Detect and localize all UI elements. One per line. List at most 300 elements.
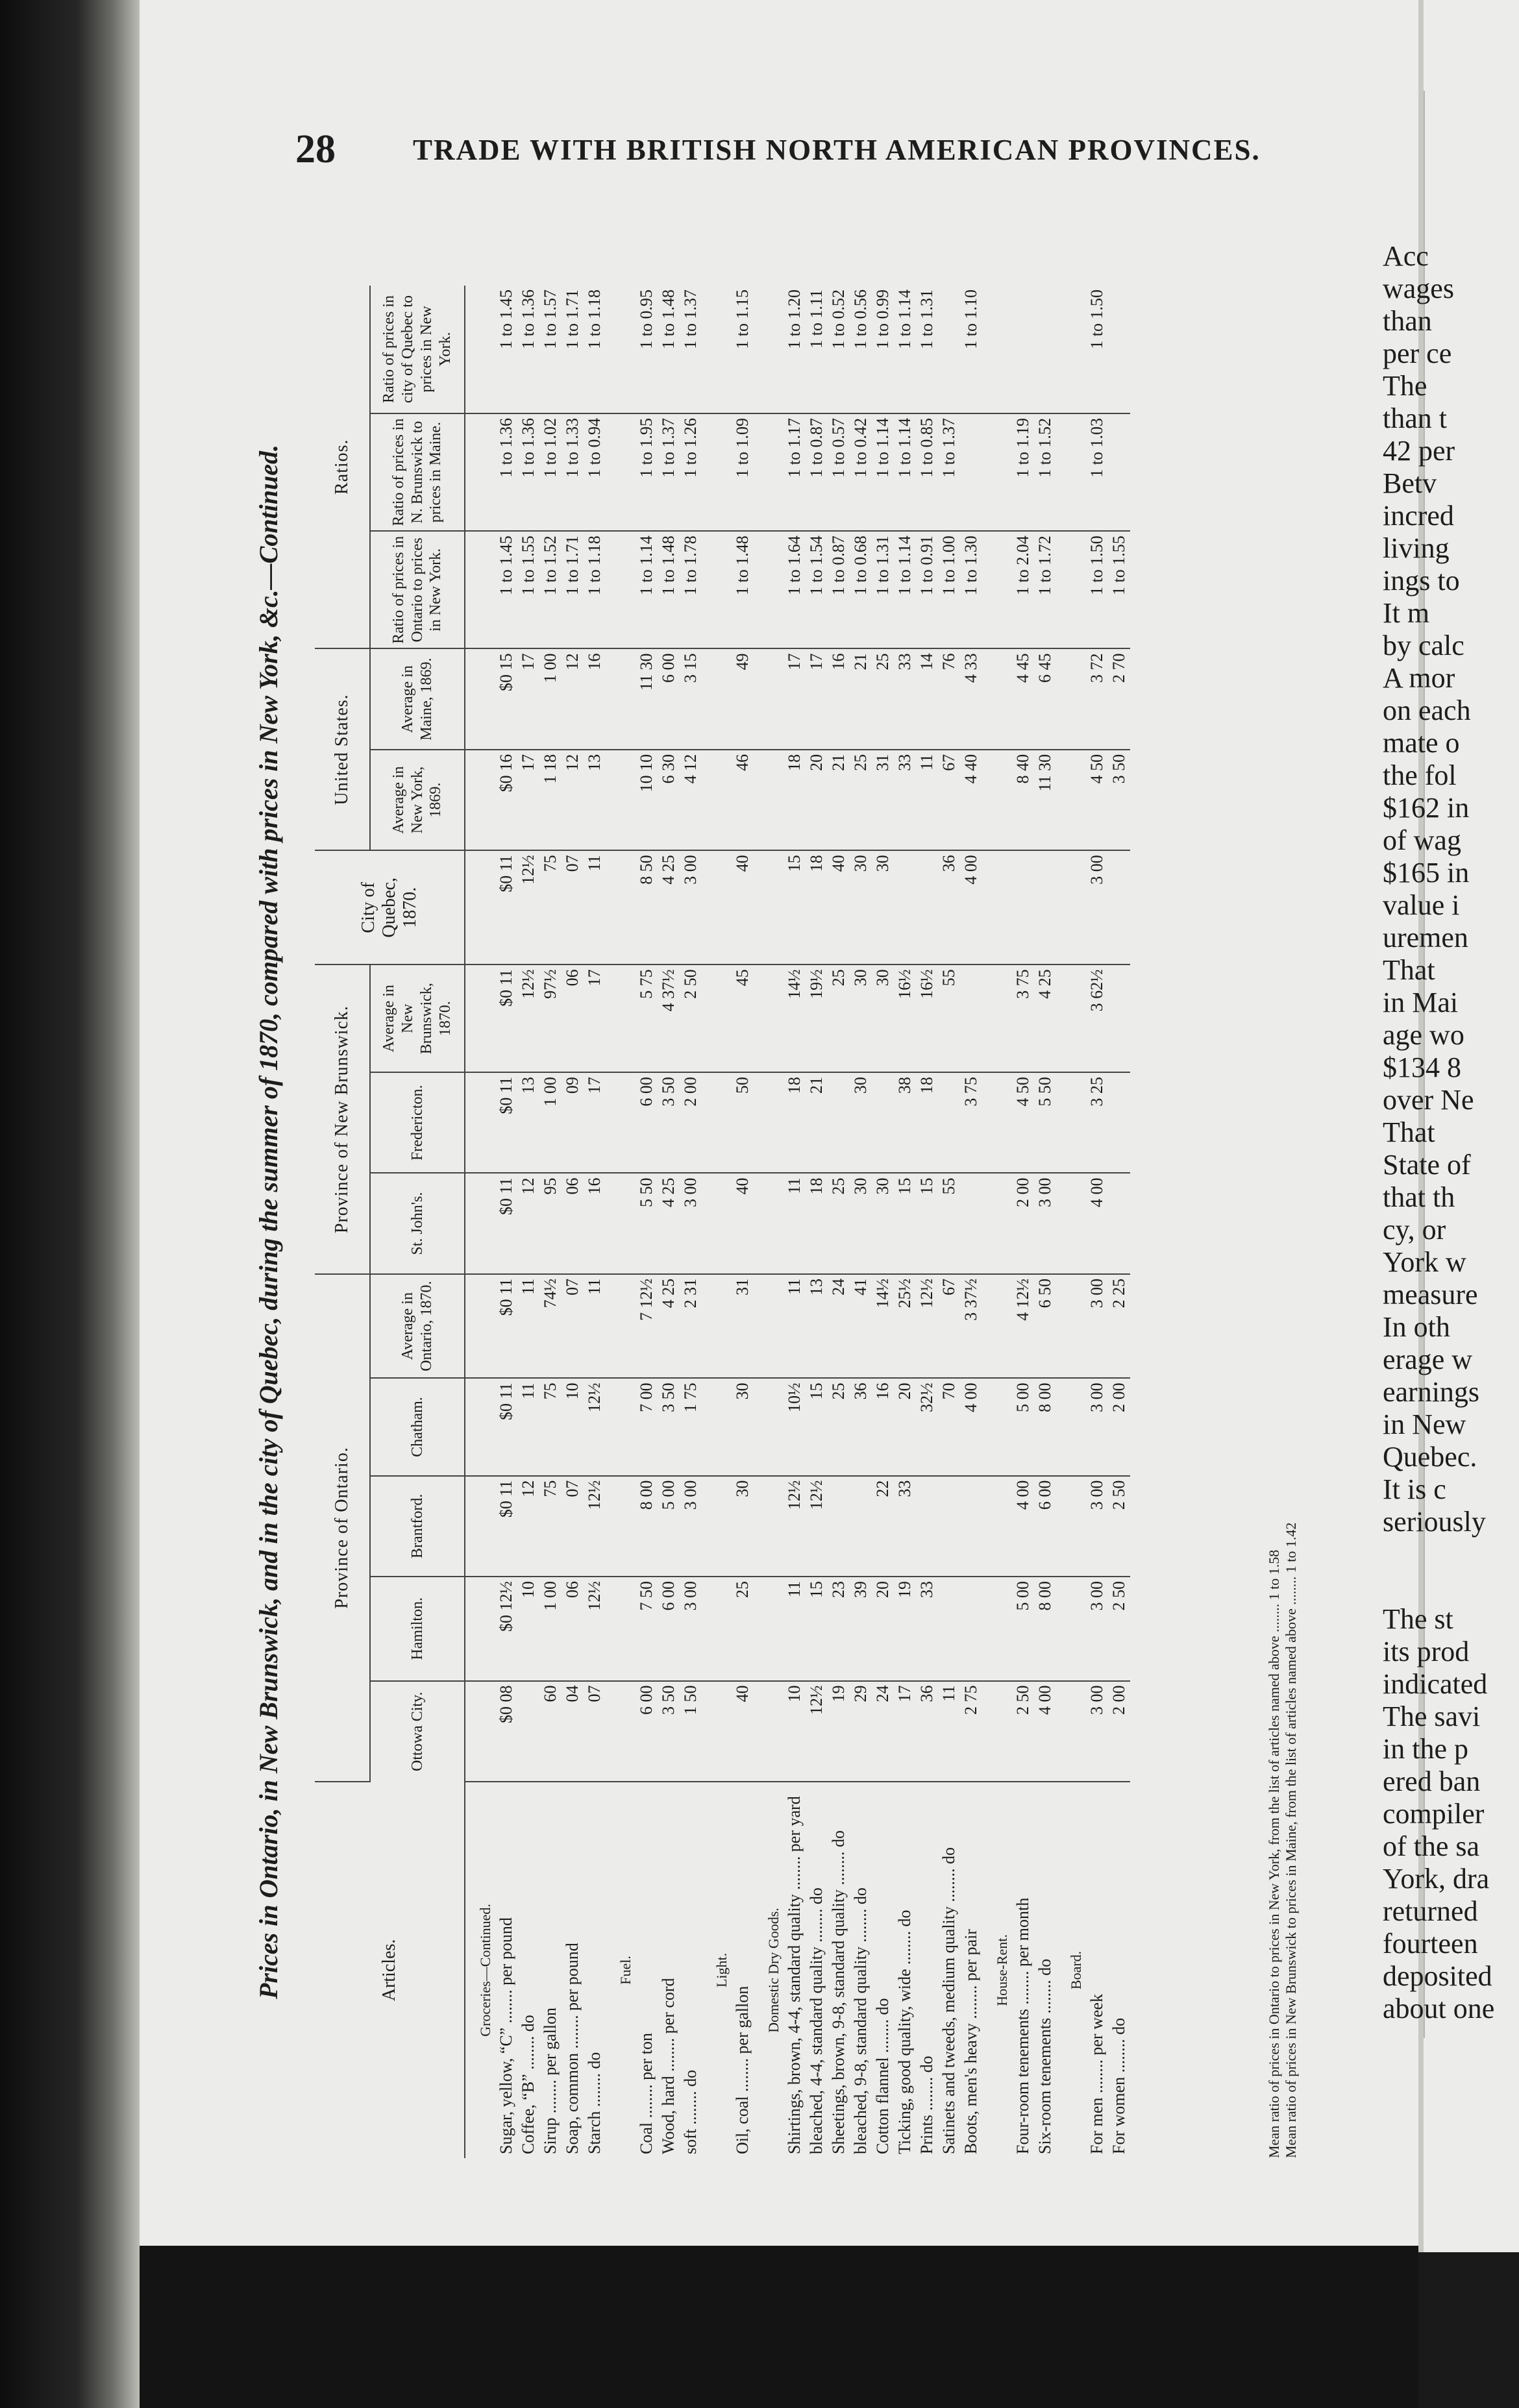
value-cell: 1 to 0.87 [828, 531, 850, 648]
value-cell: 45 [732, 964, 754, 1072]
empty-cell [465, 1681, 495, 1782]
value-cell: 1 50 [680, 1681, 702, 1782]
empty-cell [754, 750, 784, 850]
value-cell: 1 to 1.45 [495, 286, 517, 413]
empty-cell [465, 649, 495, 750]
article-name: Satinets and tweeds, medium quality [939, 1906, 958, 2154]
value-cell: 4 00 [1034, 1681, 1056, 1782]
value-cell: 12½ [916, 1274, 938, 1379]
value-cell [1012, 850, 1034, 964]
empty-cell [1056, 286, 1086, 413]
unit: per gallon [541, 2007, 560, 2076]
value-cell: 1 to 1.54 [806, 531, 828, 648]
value-cell: 8 00 [636, 1476, 658, 1577]
value-cell [1108, 1072, 1130, 1173]
facing-page-line: in Mai [1383, 987, 1459, 1018]
value-cell: 3 37½ [960, 1274, 982, 1379]
value-cell: 21 [806, 1072, 828, 1173]
facing-page-line: ings to [1383, 565, 1460, 596]
empty-cell [606, 1173, 636, 1273]
unit: per pound [497, 1917, 515, 1985]
table-row [1108, 286, 1130, 2158]
unit: per gallon [733, 1985, 752, 2054]
value-cell: 11 30 [1034, 750, 1056, 850]
empty-cell [702, 413, 732, 531]
value-cell: 11 [517, 1378, 539, 1475]
empty-cell [1056, 750, 1086, 850]
value-cell [1108, 1173, 1130, 1273]
value-cell: 1 00 [539, 649, 562, 750]
value-cell: 10 [784, 1681, 806, 1782]
value-cell: 76 [938, 649, 960, 750]
value-cell: 4 25 [658, 1274, 680, 1379]
value-cell: 40 [732, 1173, 754, 1273]
empty-cell [982, 531, 1012, 648]
value-cell [517, 1681, 539, 1782]
value-cell: 1 to 0.99 [872, 286, 894, 413]
facing-page-line: on each [1383, 694, 1471, 726]
facing-page-line: uremen [1383, 922, 1468, 953]
value-cell: 97½ [539, 964, 562, 1072]
value-cell [916, 1476, 938, 1577]
value-cell: 5 00 [658, 1476, 680, 1577]
value-cell: 18 [806, 850, 828, 964]
value-cell: 32½ [916, 1378, 938, 1475]
facing-page-line: $134 8 [1383, 1051, 1461, 1083]
facing-page-line: that th [1383, 1181, 1455, 1213]
value-cell: 21 [850, 649, 872, 750]
facing-page-line: in the p [1383, 1733, 1468, 1765]
value-cell: 12½ [584, 1577, 606, 1681]
empty-cell [702, 750, 732, 850]
value-cell: $0 11 [495, 1173, 517, 1273]
value-cell: $0 11 [495, 1378, 517, 1475]
value-cell: $0 11 [495, 964, 517, 1072]
value-cell: 07 [562, 1476, 584, 1577]
value-cell: 4 25 [1034, 964, 1056, 1072]
leader-dots: ........ [1109, 2034, 1128, 2077]
value-cell: 2 00 [1012, 1173, 1034, 1273]
value-cell: 24 [872, 1681, 894, 1782]
table-row [562, 286, 584, 2158]
value-cell [960, 964, 982, 1072]
value-cell [850, 1476, 872, 1577]
value-cell: 12½ [584, 1476, 606, 1577]
value-cell: 21 [828, 750, 850, 850]
value-cell: $0 11 [495, 1072, 517, 1173]
value-cell: 16½ [894, 964, 916, 1072]
leader-dots: ........ [1087, 2055, 1106, 2098]
value-cell: 1 to 1.55 [517, 531, 539, 648]
value-cell: 12 [562, 750, 584, 850]
value-cell: 06 [562, 1577, 584, 1681]
col-ottawa: Ottowa City. [370, 1681, 465, 1782]
value-cell: 1 to 0.95 [636, 286, 658, 413]
value-cell: 1 to 1.30 [960, 531, 982, 648]
empty-cell [606, 1577, 636, 1681]
facing-page-line: erage w [1383, 1344, 1473, 1375]
value-cell: 1 to 0.42 [850, 413, 872, 531]
value-cell: 14½ [784, 964, 806, 1072]
value-cell: 31 [732, 1274, 754, 1379]
value-cell: 1 to 1.64 [784, 531, 806, 648]
col-avg-ontario: Average in Ontario, 1870. [370, 1274, 465, 1379]
value-cell: 3 75 [960, 1072, 982, 1173]
facing-page-line: Acc [1383, 240, 1429, 272]
value-cell [960, 1476, 982, 1577]
value-cell: 07 [584, 1681, 606, 1782]
value-cell: 4 12½ [1012, 1274, 1034, 1379]
value-cell: $0 11 [495, 1274, 517, 1379]
value-cell: 4 00 [1086, 1173, 1108, 1273]
value-cell: 12½ [806, 1681, 828, 1782]
value-cell: 2 50 [1108, 1476, 1130, 1577]
row-label [539, 1782, 562, 2158]
leader-dots: ........ [873, 2015, 892, 2058]
value-cell [960, 1173, 982, 1273]
value-cell: 1 to 1.95 [636, 413, 658, 531]
empty-cell [702, 964, 732, 1072]
value-cell: 1 to 1.36 [495, 413, 517, 531]
value-cell: 8 00 [1034, 1378, 1056, 1475]
value-cell: 55 [938, 1173, 960, 1273]
value-cell: 19½ [806, 964, 828, 1072]
value-cell: 3 00 [680, 1476, 702, 1577]
value-cell: 07 [562, 1274, 584, 1379]
value-cell [1108, 964, 1130, 1072]
table-row [894, 286, 916, 2158]
value-cell: 1 00 [539, 1577, 562, 1681]
empty-cell [702, 850, 732, 964]
value-cell: 3 00 [1086, 1577, 1108, 1681]
value-cell: 22 [872, 1476, 894, 1577]
row-label [850, 1782, 872, 2158]
facing-page-line: of the sa [1383, 1830, 1480, 1862]
value-cell: 1 to 1.15 [732, 286, 754, 413]
empty-cell [754, 850, 784, 964]
facing-page-line: earnings [1383, 1376, 1480, 1408]
empty-cell [606, 649, 636, 750]
article-name: soft [681, 2129, 700, 2154]
value-cell: 1 to 1.02 [539, 413, 562, 531]
value-cell: 30 [872, 1173, 894, 1273]
table-row [828, 286, 850, 2158]
value-cell: 1 to 0.85 [916, 413, 938, 531]
empty-cell [754, 1274, 784, 1379]
value-cell: 30 [850, 1072, 872, 1173]
empty-cell [606, 1681, 636, 1782]
article-name: Boots, men's heavy [961, 2023, 980, 2154]
facing-page-line: The st [1383, 1603, 1453, 1635]
col-chatham: Chatham. [370, 1378, 465, 1475]
leader-dots: ........ [807, 1904, 826, 1947]
facing-page-line: State of [1383, 1149, 1471, 1181]
empty-cell [1056, 964, 1086, 1072]
value-cell: 25 [828, 964, 850, 1072]
empty-cell [702, 286, 732, 413]
value-cell: 1 to 1.50 [1086, 531, 1108, 648]
value-cell: 14 [916, 649, 938, 750]
empty-cell [982, 413, 1012, 531]
book-spine [0, 0, 140, 2408]
value-cell: 3 62½ [1086, 964, 1108, 1072]
value-cell: 4 25 [658, 1173, 680, 1273]
empty-cell [1056, 1476, 1086, 1577]
unit: do [585, 2052, 604, 2069]
value-cell: 6 00 [636, 1072, 658, 1173]
value-cell: 7 00 [636, 1378, 658, 1475]
value-cell: 1 to 1.37 [938, 413, 960, 531]
value-cell: 15 [894, 1173, 916, 1273]
value-cell: 3 72 [1086, 649, 1108, 750]
value-cell: 1 to 0.57 [828, 413, 850, 531]
facing-page-line: indicated [1383, 1668, 1488, 1700]
row-label [784, 1782, 806, 2158]
value-cell: 1 to 1.36 [517, 286, 539, 413]
value-cell: 15 [784, 850, 806, 964]
value-cell: 1 to 1.33 [562, 413, 584, 531]
article-name: Four-room tenements [1013, 2008, 1032, 2154]
value-cell: 14½ [872, 1274, 894, 1379]
value-cell: 6 50 [1034, 1274, 1056, 1379]
value-cell: 33 [894, 1476, 916, 1577]
facing-page-line: Quebec. [1383, 1441, 1477, 1473]
table-row [916, 286, 938, 2158]
col-hamilton: Hamilton. [370, 1577, 465, 1681]
article-name: Six-room tenements [1035, 2017, 1054, 2154]
value-cell: 6 30 [658, 750, 680, 850]
value-cell: 1 to 1.55 [1108, 531, 1130, 648]
value-cell: 4 50 [1012, 1072, 1034, 1173]
value-cell: 1 18 [539, 750, 562, 850]
table-caption: Prices in Ontario, in New Brunswick, and in the city of Quebec, during the summer of 1870, compared with prices in New York, &c.—Continued. [254, 444, 283, 2000]
value-cell: 1 to 1.14 [894, 286, 916, 413]
value-cell: 6 00 [658, 649, 680, 750]
empty-cell [1056, 413, 1086, 531]
value-cell: 12½ [806, 1476, 828, 1577]
value-cell: 55 [938, 964, 960, 1072]
article-name: Starch [585, 2111, 604, 2154]
value-cell: 17 [584, 964, 606, 1072]
article-name: For women [1109, 2076, 1128, 2154]
value-cell: 1 to 1.31 [872, 531, 894, 648]
empty-cell [465, 1274, 495, 1379]
article-name: Cotton flannel [873, 2057, 892, 2154]
facing-page-line: Betv [1383, 467, 1437, 499]
col-ratio-nb-maine: Ratio of prices in N. Brunswick to prices in Maine. [370, 413, 465, 531]
value-cell: 18 [784, 1072, 806, 1173]
leader-dots: ........ [541, 2075, 560, 2118]
value-cell: 31 [872, 750, 894, 850]
value-cell: 1 to 1.45 [495, 531, 517, 648]
row-label [562, 1782, 584, 2158]
page-number: 28 [295, 127, 336, 171]
empty-cell [606, 964, 636, 1072]
facing-page-line: the fol [1383, 759, 1457, 791]
value-cell: 50 [732, 1072, 754, 1173]
empty-cell [982, 1274, 1012, 1379]
empty-cell [465, 1577, 495, 1681]
value-cell: 4 00 [1012, 1476, 1034, 1577]
empty-cell [1056, 1378, 1086, 1475]
value-cell: 3 00 [1086, 1378, 1108, 1475]
facing-page-line: living [1383, 532, 1450, 564]
empty-cell [1056, 1072, 1086, 1173]
row-label [658, 1782, 680, 2158]
value-cell: 29 [850, 1681, 872, 1782]
facing-page-line: than t [1383, 402, 1447, 434]
value-cell: 41 [850, 1274, 872, 1379]
value-cell [938, 1577, 960, 1681]
empty-cell [754, 649, 784, 750]
leader-dots: ........ [939, 1864, 958, 1906]
value-cell: 1 to 1.19 [1012, 413, 1034, 531]
value-cell: 04 [562, 1681, 584, 1782]
value-cell: 25 [828, 1173, 850, 1273]
empty-cell [606, 750, 636, 850]
empty-cell [754, 964, 784, 1072]
leader-dots: ........ [497, 1985, 515, 2028]
empty-cell [606, 413, 636, 531]
value-cell: 6 45 [1034, 649, 1056, 750]
table-row [658, 286, 680, 2158]
facing-page-line: It is c [1383, 1473, 1446, 1505]
value-cell: 2 25 [1108, 1274, 1130, 1379]
value-cell: 13 [584, 750, 606, 850]
table-row [636, 286, 658, 2158]
value-cell: 1 to 0.56 [850, 286, 872, 413]
value-cell: 36 [916, 1681, 938, 1782]
value-cell: 5 00 [1012, 1378, 1034, 1475]
value-cell: $0 11 [495, 1476, 517, 1577]
value-cell: 46 [732, 750, 754, 850]
value-cell: 16 [872, 1378, 894, 1475]
value-cell: 3 50 [658, 1072, 680, 1173]
value-cell: 1 to 1.14 [894, 413, 916, 531]
empty-cell [702, 649, 732, 750]
empty-cell [702, 1072, 732, 1173]
value-cell: 33 [894, 750, 916, 850]
empty-cell [982, 964, 1012, 1072]
leader-dots: ........ [1013, 1966, 1032, 2009]
row-label [1012, 1782, 1034, 2158]
empty-cell [702, 1274, 732, 1379]
section-title: Fuel. [617, 1956, 634, 1985]
leader-dots: ........ [637, 2080, 656, 2122]
table-row [784, 286, 806, 2158]
unit: do [873, 1998, 892, 2015]
value-cell [938, 1072, 960, 1173]
empty-cell [1056, 1274, 1086, 1379]
value-cell: 06 [562, 1173, 584, 1273]
unit: do [1109, 2017, 1128, 2035]
row-label [894, 1782, 916, 2158]
empty-cell [1056, 1173, 1086, 1273]
value-cell: $0 08 [495, 1681, 517, 1782]
value-cell: 12 [562, 649, 584, 750]
value-cell: 4 33 [960, 649, 982, 750]
value-cell: 6 00 [1034, 1476, 1056, 1577]
value-cell: 17 [517, 649, 539, 750]
value-cell: 1 to 1.50 [1086, 286, 1108, 413]
value-cell: 1 to 1.57 [539, 286, 562, 413]
value-cell: 19 [828, 1681, 850, 1782]
value-cell: 3 50 [1108, 750, 1130, 850]
value-cell: 2 75 [960, 1681, 982, 1782]
value-cell: 70 [938, 1378, 960, 1475]
value-cell: 30 [872, 850, 894, 964]
row-label [828, 1782, 850, 2158]
value-cell: 11 [784, 1577, 806, 1681]
leader-dots: ........ [961, 1981, 980, 2024]
empty-cell [982, 1173, 1012, 1273]
col-avg-maine: Average in Maine, 1869. [370, 649, 465, 750]
value-cell: 1 to 1.00 [938, 531, 960, 648]
leader-dots: ........ [563, 2011, 582, 2053]
table-row [872, 286, 894, 2158]
value-cell: 30 [732, 1378, 754, 1475]
article-name: bleached, 4-4, standard quality [807, 1947, 826, 2154]
value-cell: 1 to 1.20 [784, 286, 806, 413]
table-row [495, 286, 517, 2158]
value-cell: 3 00 [1034, 1173, 1056, 1273]
value-cell: 17 [806, 649, 828, 750]
value-cell: 1 to 1.37 [658, 413, 680, 531]
table-row [584, 286, 606, 2158]
table-row [1012, 286, 1034, 2158]
article-name: Coal [637, 2122, 656, 2154]
article-name: Sirup [541, 2117, 560, 2154]
value-cell: 4 25 [658, 850, 680, 964]
value-cell: 1 to 1.17 [784, 413, 806, 531]
value-cell: 18 [784, 750, 806, 850]
empty-cell [702, 1577, 732, 1681]
row-label [517, 1782, 539, 2158]
value-cell: 33 [916, 1577, 938, 1681]
value-cell: 16 [584, 1173, 606, 1273]
value-cell: 1 to 0.68 [850, 531, 872, 648]
value-cell: 18 [806, 1173, 828, 1273]
value-cell: 75 [539, 850, 562, 964]
group-ontario: Province of Ontario. [315, 1274, 370, 1782]
facing-page-line: $165 in [1383, 857, 1470, 889]
row-label [1034, 1782, 1056, 2158]
value-cell [1034, 850, 1056, 964]
prices-table [315, 286, 1130, 2158]
section-title: Light. [713, 1952, 730, 1988]
facing-page-line: The [1383, 370, 1427, 402]
value-cell: 10 10 [636, 750, 658, 850]
facing-page-line: ered ban [1383, 1765, 1481, 1797]
value-cell: 4 45 [1012, 649, 1034, 750]
value-cell: 74½ [539, 1274, 562, 1379]
value-cell: 25 [828, 1378, 850, 1475]
facing-page-line: compiler [1383, 1798, 1485, 1830]
empty-cell [465, 1072, 495, 1173]
value-cell [960, 413, 982, 531]
value-cell: 3 15 [680, 649, 702, 750]
value-cell [828, 1476, 850, 1577]
facing-page-line [1383, 1538, 1519, 1571]
value-cell: 16 [584, 649, 606, 750]
facing-page-line: in New [1383, 1408, 1466, 1440]
facing-page-line: That [1383, 1116, 1435, 1148]
empty-cell [982, 1378, 1012, 1475]
value-cell: 2 00 [680, 1072, 702, 1173]
value-cell: 1 to 1.14 [872, 413, 894, 531]
facing-page-line: deposited [1383, 1960, 1492, 1992]
value-cell: 5 00 [1012, 1577, 1034, 1681]
